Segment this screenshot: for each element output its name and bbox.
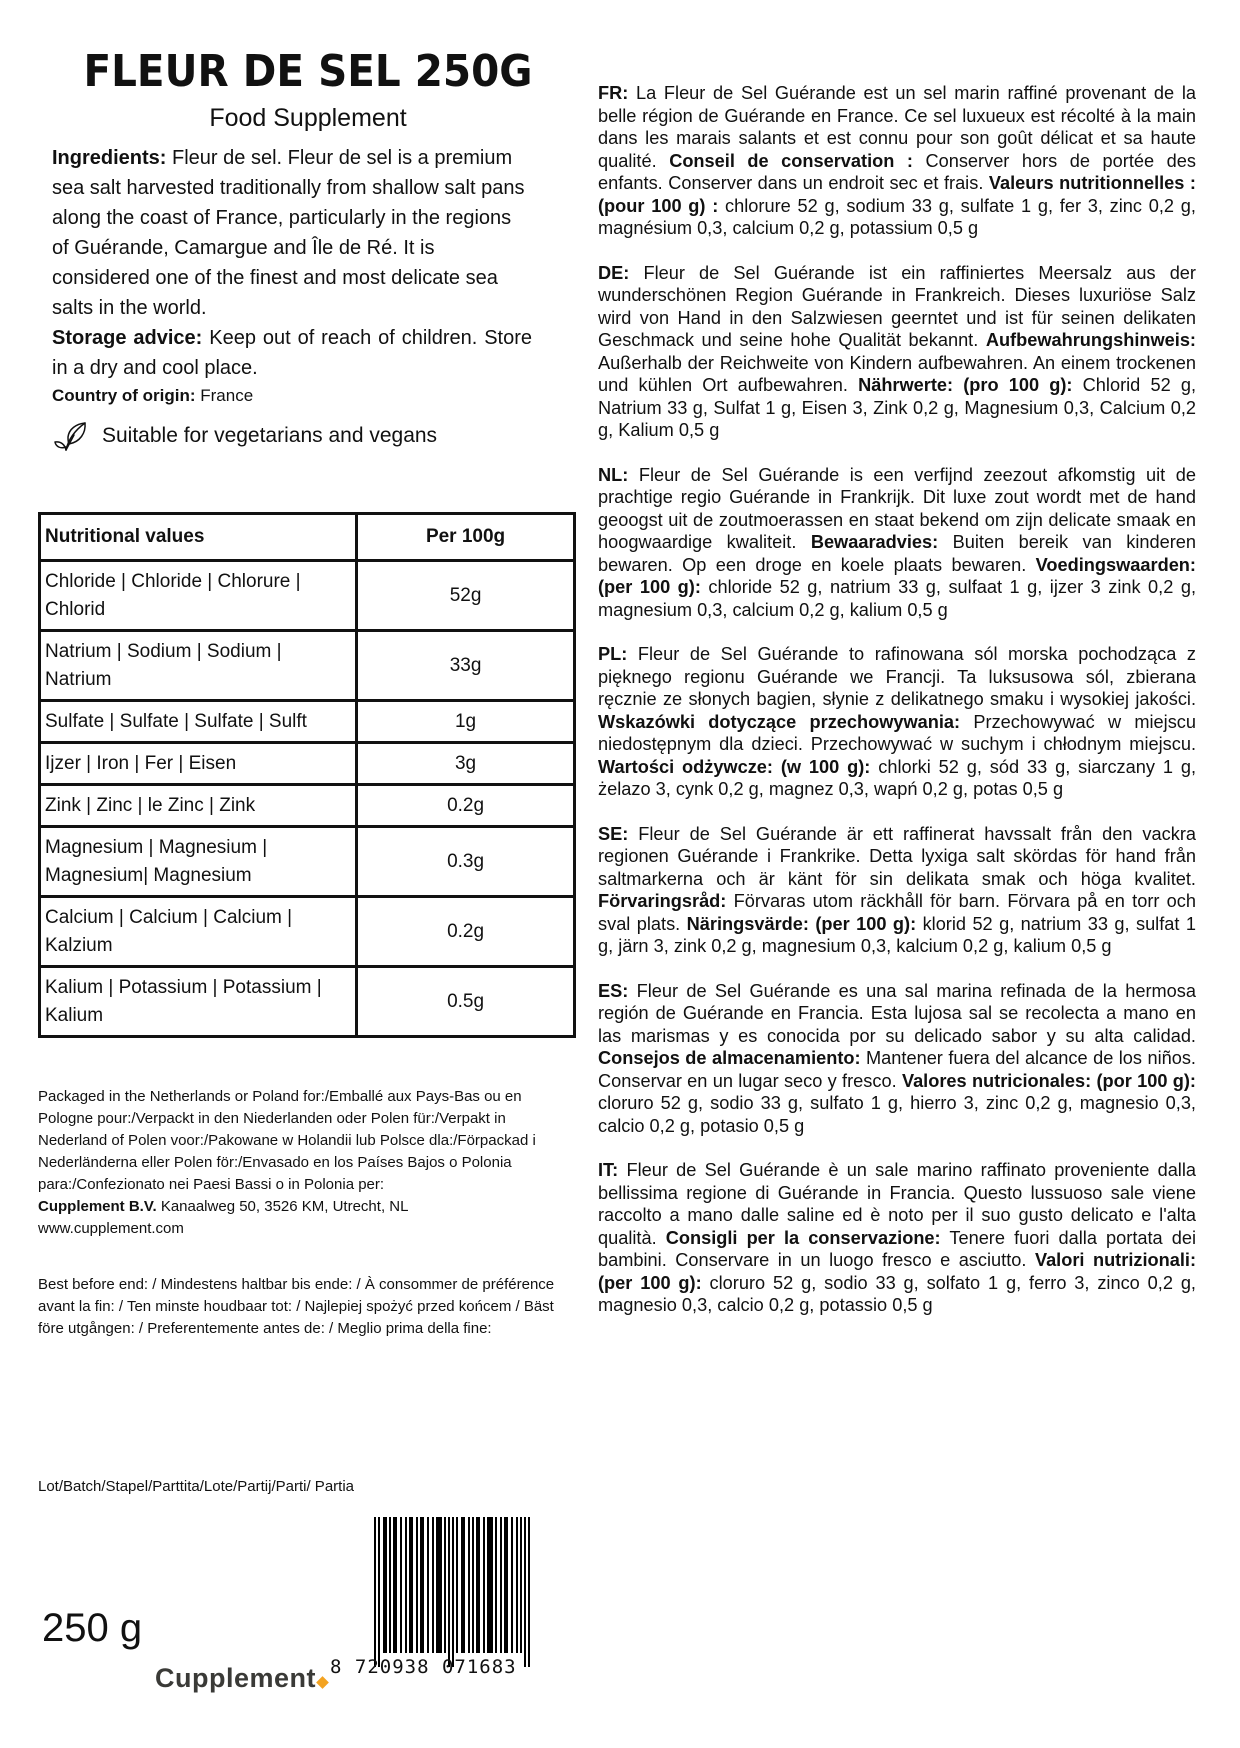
translations-column xyxy=(598,82,1196,1339)
leaf-icon xyxy=(52,419,88,453)
translation-fr xyxy=(598,82,1196,240)
header-nutritional-values: Nutritional values xyxy=(40,514,357,561)
translation-es xyxy=(598,980,1196,1138)
company-address: Kanaalweg 50, 3526 KM, Utrecht, NL xyxy=(160,1198,409,1215)
translation-se xyxy=(598,823,1196,958)
barcode-digits: 8 720938 071683 xyxy=(330,1656,517,1678)
table-row xyxy=(40,561,575,631)
lang-code: FR: xyxy=(598,83,629,103)
nutrient-value: 0.5g xyxy=(357,967,575,1037)
lang-code: IT: xyxy=(598,1160,619,1180)
product-title: FLEUR DE SEL 250G xyxy=(83,46,533,97)
table-row xyxy=(40,967,575,1037)
best-before-info: Best before end: / Mindestens haltbar bis ende: / À consommer de préférence avant la fin: / Ten minste houdbaar tot: / Najlepiej spożyć przed końcem / Bäst före utgången: / Preferentemente antes de: / Meglio prima della fine: xyxy=(38,1276,555,1337)
lang-storage-text: Conserver hors de portée des enfants. Conserver dans un endroit sec et frais. xyxy=(598,150,1196,193)
origin-label: Country of origin: xyxy=(52,386,196,406)
lang-nutri-label: Nährwerte: (pro 100 g): xyxy=(858,375,1073,395)
storage-text: Keep out of reach of children. Store in a dry and cool place. xyxy=(52,327,533,380)
table-row xyxy=(40,827,575,897)
left-column xyxy=(38,40,578,453)
lang-code: ES: xyxy=(598,980,629,1001)
lang-storage-text: Przechowywać w miejscu niedostępnym dla dzieci. Przechowywać w suchym i chłodnym miejscu. xyxy=(598,711,1197,754)
lang-intro: Fleur de Sel Guérande è un sale marino raffinato proveniente dalla bellissima regione di Guérande in Francia. Questo lussuoso sale viene raccolto a mano dalle saline ed è noto per il suo gusto delicato e l'alta qualità. xyxy=(598,1160,1197,1248)
lang-nutri-text: chlorki 52 g, sód 33 g, siarczany 1 g, żelazo 3, cynk 0,2 g, magnez 0,3, wapń 0,2 g, potas 0,5 g xyxy=(598,756,1196,799)
nutrient-name: Ijzer | Iron | Fer | Eisen xyxy=(40,743,357,785)
table-row xyxy=(40,631,575,701)
header-per-100g: Per 100g xyxy=(357,514,575,561)
lang-storage-text: Tenere fuori dalla portata dei bambini. Conservare in un luogo fresco e asciutto. xyxy=(598,1227,1197,1270)
translation-nl xyxy=(598,464,1196,622)
lot-info: Lot/Batch/Stapel/Parttita/Lote/Partij/Parti/ Partia xyxy=(38,1478,354,1495)
nutrient-name: Calcium | Calcium | Calcium | Kalzium xyxy=(40,897,357,967)
lang-storage-text: Förvaras utom räckhåll för barn. Förvara på en torr och sval plats. xyxy=(598,891,1196,934)
lang-nutri-label: Valeurs nutritionnelles : (pour 100 g) : xyxy=(598,173,1196,216)
brand-dot-icon xyxy=(316,1676,329,1689)
lang-intro: Fleur de Sel Guérande ist ein raffiniertes Meersalz aus der wunderschönen Region Guérande in Frankreich. Dieses luxuriöse Salz wird von Hand in den Salzwiesen geerntet und ist für seinen delikaten Geschmack und seine hohe Qualität bekannt. xyxy=(598,262,1196,350)
nutrient-value: 33g xyxy=(357,631,575,701)
storage-label: Storage advice: xyxy=(52,327,203,350)
origin-text: France xyxy=(200,386,254,406)
lang-storage-label: Förvaringsråd: xyxy=(598,891,727,911)
lang-storage-text: Außerhalb der Reichweite von Kindern aufbewahren. An einem trockenen und kühlen Ort aufbewahren. xyxy=(598,352,1196,395)
table-row xyxy=(40,897,575,967)
nutrient-name: Chloride | Chloride | Chlorure | Chlorid xyxy=(40,561,357,631)
table-row xyxy=(40,701,575,743)
nutrient-name: Magnesium | Magnesium | Magnesium| Magnesium xyxy=(40,827,357,897)
lang-nutri-text: klorid 52 g, natrium 33 g, sulfat 1 g, järn 3, zink 0,2 g, magnesium 0,3, kalcium 0,2 g, kalium 0,5 g xyxy=(598,913,1196,956)
lang-code: NL: xyxy=(598,464,629,485)
translation-it xyxy=(598,1159,1196,1317)
nutrient-value: 52g xyxy=(357,561,575,631)
nutrient-name: Zink | Zinc | le Zinc | Zink xyxy=(40,785,357,827)
nutrient-value: 0.2g xyxy=(357,897,575,967)
nutrient-name: Natrium | Sodium | Sodium | Natrium xyxy=(40,631,357,701)
nutrition-table xyxy=(38,512,576,1038)
lang-intro: La Fleur de Sel Guérande est un sel marin raffiné provenant de la belle région de Guérande en France. Ce sel luxueux est récolté à la main dans les marais salants et est connu pour son goût délicat et sa haute qualité. xyxy=(598,83,1196,171)
lang-storage-text: Mantener fuera del alcance de los niños. Conservar en un lugar seco y fresco. xyxy=(598,1048,1196,1091)
barcode xyxy=(348,1517,558,1677)
lang-nutri-label: Wartości odżywcze: (w 100 g): xyxy=(598,756,871,777)
lang-storage-text: Buiten bereik van kinderen bewaren. Op een droge en koele plaats bewaren. xyxy=(598,532,1196,575)
lang-storage-label: Conseil de conservation : xyxy=(669,150,913,171)
nutrient-value: 0.2g xyxy=(357,785,575,827)
lang-nutri-text: Chlorid 52 g, Natrium 33 g, Sulfat 1 g, Eisen 3, Zink 0,2 g, Magnesium 0,3, Calcium 0,2 g, Kalium 0,5 g xyxy=(598,375,1197,440)
lang-storage-label: Aufbewahrungshinweis: xyxy=(985,330,1196,350)
nutrient-name: Sulfate | Sulfate | Sulfate | Sulft xyxy=(40,701,357,743)
ingredients-label: Ingredients: xyxy=(52,147,167,170)
vegan-badge xyxy=(38,419,578,453)
translation-pl xyxy=(598,643,1196,801)
lang-nutri-label: Valores nutricionales: (por 100 g): xyxy=(901,1070,1196,1091)
ingredients-text: Fleur de sel. Fleur de sel is a premium sea salt harvested traditionally from shallow salt pans along the coast of France, particularly in the regions of Guérande, Camargue and Île de Ré. It is considered one of the finest and most delicate sea salts in the world. xyxy=(52,147,525,320)
translation-de xyxy=(598,262,1196,442)
ingredients-block xyxy=(38,143,532,323)
lang-nutri-text: chlorure 52 g, sodium 33 g, sulfate 1 g, fer 3, zinc 0,2 g, magnésium 0,3, calcium 0,2 g, potassium 0,5 g xyxy=(598,195,1196,238)
lang-intro: Fleur de Sel Guérande is een verfijnd zeezout afkomstig uit de prachtige regio Guérande in Frankrijk. Dit luxe zout wordt met de hand geoogst uit de zoutmoerassen en staat bekend om zijn delicate smaak en hoogwaardige kwaliteit. xyxy=(598,464,1196,552)
vegan-text: Suitable for vegetarians and vegans xyxy=(102,424,438,448)
lang-storage-label: Wskazówki dotyczące przechowywania: xyxy=(598,711,961,732)
net-weight: 250 g xyxy=(42,1606,143,1650)
lang-storage-label: Bewaaradvies: xyxy=(810,532,939,552)
lang-nutri-label: Näringsvärde: (per 100 g): xyxy=(686,913,917,934)
table-row xyxy=(40,785,575,827)
lang-nutri-text: cloruro 52 g, sodio 33 g, sulfato 1 g, hierro 3, zinc 0,2 g, magnesio 0,3, calcio 0,2 g, potasio 0,5 g xyxy=(598,1093,1196,1136)
nutrient-value: 3g xyxy=(357,743,575,785)
origin-block xyxy=(38,383,578,409)
table-header-row xyxy=(40,514,575,561)
lang-intro: Fleur de Sel Guérande es una sal marina refinada de la hermosa región de Guérande en Francia. Esta lujosa sal se recolecta a mano en las marismas y es conocida por su delicado sabor y su alta calidad. xyxy=(598,980,1196,1046)
nutrient-name: Kalium | Potassium | Potassium | Kalium xyxy=(40,967,357,1037)
storage-block xyxy=(38,323,532,383)
lang-storage-label: Consigli per la conservazione: xyxy=(665,1227,941,1248)
nutrient-value: 1g xyxy=(357,701,575,743)
table-row xyxy=(40,743,575,785)
packaged-info xyxy=(38,1086,578,1240)
product-subtitle: Food Supplement xyxy=(209,104,407,133)
company-website[interactable]: www.cupplement.com xyxy=(38,1220,184,1237)
lang-intro: Fleur de Sel Guérande är ett raffinerat havssalt från den vackra regionen Guérande i Frankrike. Detta lyxiga salt skördas för hand från saltmarkerna och är känt för sin delikata smak och höga kvalitet. xyxy=(598,823,1196,889)
lang-nutri-text: chloride 52 g, natrium 33 g, sulfaat 1 g, ijzer 3 zink 0,2 g, magnesium 0,3, calcium 0,2 g, kalium 0,5 g xyxy=(598,577,1196,620)
packaged-text: Packaged in the Netherlands or Poland for:/Emballé aux Pays-Bas ou en Pologne pour:/Verpackt in den Niederlanden oder Polen für:/Verpakt in Nederland of Polen voor:/Pakowane w Holandii lub Polsce dla:/Förpackad i Nederländerna eller Polen för:/Envasado en los Países Bajos o Polonia para:/Confezionato nei Paesi Bassi o in Polonia per: xyxy=(38,1088,536,1193)
nutrient-value: 0.3g xyxy=(357,827,575,897)
brand-name: Cupplement xyxy=(155,1663,317,1693)
lang-storage-label: Consejos de almacenamiento: xyxy=(598,1048,861,1068)
lang-code: PL: xyxy=(598,644,628,664)
lang-intro: Fleur de Sel Guérande to rafinowana sól morska pochodząca z pięknego regionu Guérande we Francji. Ta luksusowa sól, zbierana ręcznie ze słonych bagien, słynie z delikatnego smaku i wysokiej jakości. xyxy=(598,644,1196,709)
lang-nutri-text: cloruro 52 g, sodio 33 g, solfato 1 g, ferro 3, zinco 0,2 g, magnesio 0,3, calcio 0,2 g, potassio 0,5 g xyxy=(598,1272,1196,1315)
company-name: Cupplement B.V. xyxy=(38,1198,157,1215)
lang-nutri-label: Valori nutrizionali: (per 100 g): xyxy=(598,1250,1197,1293)
lang-code: SE: xyxy=(598,823,629,844)
lang-code: DE: xyxy=(598,262,630,283)
brand-logo xyxy=(155,1663,327,1694)
lang-nutri-label: Voedingswaarden: (per 100 g): xyxy=(598,554,1196,597)
